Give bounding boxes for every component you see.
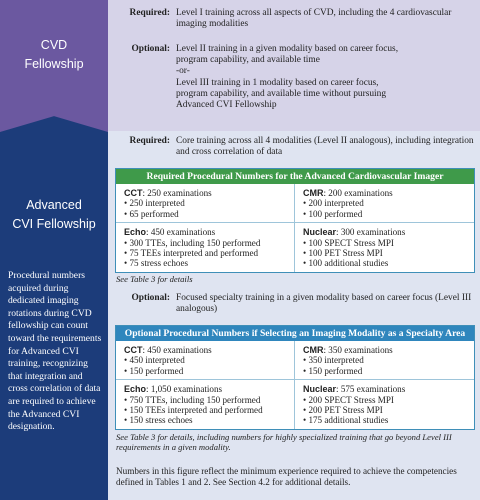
cell-item: • 200 interpreted [303,198,364,209]
cell-heading [303,345,470,355]
optional-cell-echo [116,380,295,429]
cell-heading [303,384,470,394]
exam-total: : 450 examinations [142,345,212,355]
optional-cell-nuclear [295,380,474,429]
cell-item: • 250 interpreted [124,198,185,209]
cvd-optional-line: Level II training in a given modality based on career focus, [176,44,399,54]
cell-item: • 750 TTEs, including 150 performed [124,394,261,405]
cell-item: • 100 SPECT Stress MPI [303,237,394,248]
modality-name: CMR [303,345,324,355]
optional-table-title: Optional Procedural Numbers if Selecting an Imaging Modality as a Specialty Area [116,326,474,341]
exam-total: : 250 examinations [142,188,212,198]
exam-total: : 575 examinations [336,384,406,395]
cvd-optional-line: Level III training in 1 modality based on career focus, [176,77,379,88]
cell-item: • 450 interpreted [124,355,185,366]
required-cell-nuclear [295,223,474,272]
cell-item: • 100 additional studies [303,258,389,269]
exam-total: : 300 examinations [336,227,406,238]
advanced-required-text: Core training across all 4 modalities (Level II analogous), including integration and cross correlation of data [176,136,474,158]
cvd-required-label: Required: [129,8,170,18]
cell-item: • 75 stress echoes [124,258,189,269]
cell-item: • 175 additional studies [303,415,389,426]
advanced-required-label: Required: [129,136,170,146]
optional-cell-cct [116,341,295,380]
cvd-optional-text [176,44,474,111]
cell-item: • 100 performed [303,208,363,219]
cell-item: • 150 TEEs interpreted and performed [124,405,263,416]
exam-total: : 200 examinations [323,188,393,198]
cell-heading [124,227,290,237]
modality-name: CMR [303,188,324,198]
cell-item: • 75 TEEs interpreted and performed [124,248,259,259]
cvd-label-line-2: Fellowship [24,57,84,71]
cvd-optional-label: Optional: [131,44,170,54]
modality-name: CCT [124,188,143,198]
required-cell-cmr [295,184,474,223]
required-procedures-table [115,168,475,273]
required-table-grid [116,184,474,272]
modality-name: Echo [124,227,147,238]
cell-item: • 300 TTEs, including 150 performed [124,237,261,248]
cvd-optional-line: -or- [176,66,190,77]
optional-procedures-table [115,325,475,430]
cell-heading [124,384,290,394]
figure-footer: Numbers in this figure reflect the minimum experience required to achieve the competencies defined in Tables 1 and 2. See Section 4.2 for additional details. [116,466,457,488]
modality-name: Nuclear [303,227,337,238]
cvd-fellowship-label [0,36,108,74]
procedural-numbers-side-note: Procedural numbers acquired during dedicated imaging rotations during CVD fellowship can count toward the requirements for Advanced CVI training, recognizing that integration and cross correlation of data are required to achieve the Advanced CVI designation. [8,270,102,433]
exam-total: : 1,050 examinations [146,384,223,395]
advanced-label-line-2: CVI Fellowship [12,217,96,231]
required-table-note: See Table 3 for details [116,274,193,284]
modality-name: Echo [124,384,147,395]
cell-item: • 350 interpreted [303,355,364,366]
cell-heading [124,188,290,198]
cvd-optional-line: Advanced CVI Fellowship [176,100,277,111]
cvd-required-text: Level I training across all aspects of CVD, including the 4 cardiovascular imaging modalities [176,8,452,30]
optional-table-note: See Table 3 for details, including numbers for highly specialized training that go beyond Level III requirements in a given modality. [116,432,452,453]
cell-heading [124,345,290,355]
left-panel [0,0,108,500]
required-cell-cct [116,184,295,223]
optional-table-grid [116,341,474,429]
cvd-section [108,0,480,131]
cell-item: • 65 performed [124,208,179,219]
cvd-label-line-1: CVD [40,38,68,52]
advanced-optional-text: Focused specialty training in a given modality based on career focus (Level III analogous) [176,293,472,315]
advanced-cvi-fellowship-label [0,196,108,234]
cell-heading [303,188,470,198]
cell-item: • 150 performed [303,365,363,376]
optional-cell-cmr [295,341,474,380]
required-cell-echo [116,223,295,272]
advanced-label-line-1: Advanced [26,198,82,212]
cell-item: • 200 PET Stress MPI [303,405,383,416]
cell-item: • 200 SPECT Stress MPI [303,394,394,405]
advanced-optional-label: Optional: [131,293,170,303]
modality-name: CCT [124,345,143,355]
exam-total: : 350 examinations [323,345,393,355]
cell-item: • 150 performed [124,365,184,376]
modality-name: Nuclear [303,384,337,395]
cell-item: • 150 stress echoes [124,415,193,426]
cell-heading [303,227,470,237]
exam-total: : 450 examinations [146,227,216,238]
cvd-optional-line: program capability, and available time without pursuing [176,88,387,99]
cell-item: • 100 PET Stress MPI [303,248,383,259]
cvd-optional-line: program capability, and available time [176,55,320,66]
required-table-title: Required Procedural Numbers for the Advanced Cardiovascular Imager [116,169,474,184]
right-panel [108,0,480,500]
